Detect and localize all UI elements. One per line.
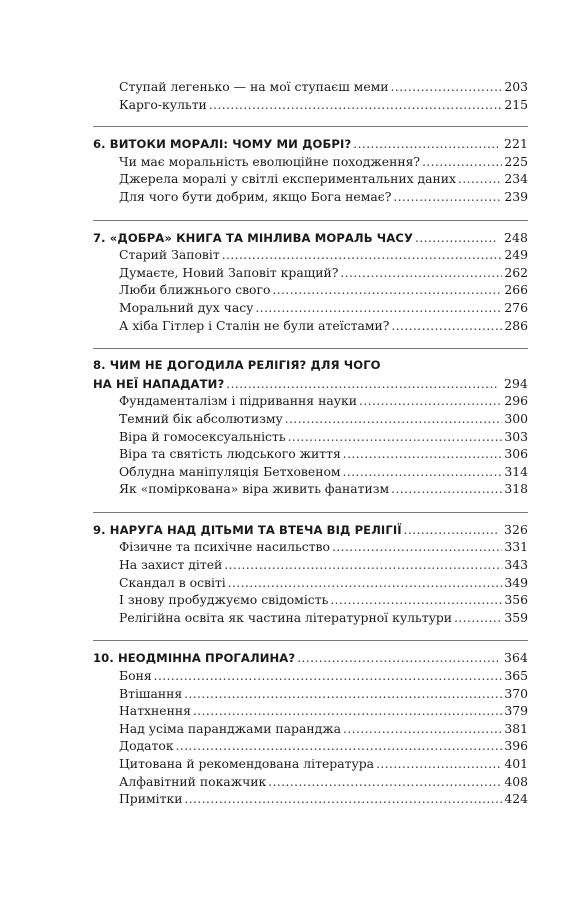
toc-entry-title: Облудна маніпуляція Бетховеном (119, 463, 341, 479)
dot-leader (154, 668, 503, 686)
toc-entry-title: Втішання (119, 685, 183, 701)
toc-entry-title: Як «поміркована» віра живить фанатизм (119, 481, 390, 497)
toc-entry-title: Додаток (119, 738, 174, 754)
dot-leader (391, 318, 502, 336)
toc-entry-page: 331 (504, 539, 528, 555)
dot-leader (458, 171, 502, 189)
chapter-title: 9. НАРУГА НАД ДІТЬМИ ТА ВТЕЧА ВІД РЕЛІГІЇ (93, 522, 402, 537)
dot-leader (255, 300, 502, 318)
toc-entry[interactable] (93, 153, 528, 171)
toc-entry[interactable] (93, 790, 528, 808)
toc-entry-page: 266 (504, 282, 528, 298)
dot-leader (193, 703, 502, 721)
toc-entry-page: 365 (504, 668, 528, 684)
toc-entry[interactable] (93, 428, 528, 446)
toc-entry[interactable] (93, 574, 528, 592)
toc-chapter-10 (93, 641, 528, 807)
toc-entry-title: Алфавітний покажчик (119, 773, 267, 789)
toc-entry-page: 379 (504, 703, 528, 719)
toc-entry[interactable] (93, 773, 528, 791)
toc-entry-title: Фундаменталізм і підривання науки (119, 393, 358, 409)
toc-entry-title: Фізичне та психічне насильство (119, 539, 330, 555)
toc-entry-page: 381 (504, 720, 528, 736)
dot-leader (343, 464, 503, 482)
chapter-heading[interactable] (93, 135, 528, 153)
toc-entry[interactable] (93, 480, 528, 498)
toc-entry-page: 296 (504, 393, 528, 409)
chapter-page: 326 (504, 521, 528, 537)
dot-leader (343, 721, 502, 739)
toc-entry[interactable] (93, 170, 528, 188)
toc-entry-page: 314 (504, 463, 528, 479)
toc-entry-title: А хіба Гітлер і Сталін не були атеїстами? (119, 317, 390, 333)
toc-entry-page: 276 (504, 299, 528, 315)
toc-entry-page: 286 (504, 317, 528, 333)
chapter-title: 10. НЕОДМІННА ПРОГАЛИНА? (93, 651, 296, 666)
dot-leader (224, 557, 502, 575)
table-of-contents (93, 78, 528, 808)
toc-entry[interactable] (93, 538, 528, 556)
chapter-heading-line-1[interactable] (93, 357, 528, 375)
chapter-heading-line-2[interactable] (93, 375, 528, 393)
dot-leader (391, 481, 502, 499)
toc-entry-page: 396 (504, 738, 528, 754)
toc-entry-title: Примітки (119, 791, 183, 807)
toc-entry[interactable] (93, 685, 528, 703)
toc-entry-page: 408 (504, 773, 528, 789)
chapter-page: 364 (504, 650, 528, 666)
toc-entry-page: 239 (504, 188, 528, 204)
toc-entry[interactable] (93, 188, 528, 206)
toc-entry-title: Над усіма паранджами паранджа (119, 720, 342, 736)
dot-leader (226, 376, 498, 394)
dot-leader (222, 247, 503, 265)
toc-entry-page: 203 (504, 79, 528, 94)
toc-entry-page: 225 (504, 153, 528, 169)
dot-leader (393, 189, 502, 207)
toc-entry-page: 300 (504, 410, 528, 426)
dot-leader (415, 230, 498, 248)
toc-entry[interactable] (93, 445, 528, 463)
toc-entry-title: Віра й гомосексуальність (119, 428, 286, 444)
toc-entry[interactable] (93, 737, 528, 755)
toc-entry-page: 249 (504, 247, 528, 263)
toc-entry[interactable] (93, 667, 528, 685)
dot-leader (176, 738, 503, 756)
toc-continuation (93, 78, 528, 126)
dot-leader (343, 446, 503, 464)
toc-entry-title: Моральний дух часу (119, 299, 254, 315)
toc-entry-page: 234 (504, 171, 528, 187)
toc-entry[interactable] (93, 609, 528, 627)
chapter-title: 7. «ДОБРА» КНИГА ТА МІНЛИВА МОРАЛЬ ЧАСУ (93, 230, 413, 245)
toc-entry[interactable] (93, 281, 528, 299)
toc-entry-title: Старий Заповіт (119, 247, 220, 263)
toc-entry-title: Релігійна освіта як частина літературної культури (119, 609, 453, 625)
dot-leader (228, 575, 503, 593)
toc-entry[interactable] (93, 246, 528, 264)
toc-entry-title: Ступай легенько — на мої ступаєш меми (119, 79, 389, 94)
dot-leader (268, 774, 502, 792)
chapter-heading[interactable] (93, 649, 528, 667)
chapter-title: 8. ЧИМ НЕ ДОГОДИЛА РЕЛІГІЯ? ДЛЯ ЧОГО (93, 358, 381, 373)
toc-entry-title: Натхнення (119, 703, 191, 719)
toc-entry-page: 401 (504, 756, 528, 771)
dot-leader (285, 411, 503, 429)
toc-entry-page: 359 (504, 609, 528, 625)
toc-entry-title: Темний бік абсолютизму (119, 410, 283, 426)
dot-leader (454, 610, 502, 628)
toc-entry[interactable] (93, 264, 528, 282)
dot-leader (422, 154, 502, 172)
dot-leader (272, 282, 502, 300)
toc-entry-title: Джерела моралі у світлі експериментальних даних (119, 171, 457, 187)
toc-entry-page: 356 (504, 592, 528, 608)
dot-leader (340, 265, 502, 283)
chapter-heading[interactable] (93, 229, 528, 247)
dot-leader (297, 650, 498, 668)
toc-entry-page: 215 (504, 96, 528, 112)
toc-entry-title: Карго-культи (119, 96, 207, 112)
toc-entry[interactable] (93, 78, 528, 96)
toc-entry[interactable] (93, 317, 528, 335)
chapter-page: 294 (504, 375, 528, 391)
dot-leader (184, 686, 502, 704)
toc-entry-page: 349 (504, 574, 528, 590)
dot-leader (353, 136, 498, 154)
toc-entry-title: Боня (119, 668, 152, 684)
toc-entry[interactable] (93, 410, 528, 428)
toc-entry-page: 370 (504, 685, 528, 701)
toc-chapter-6 (93, 127, 528, 219)
toc-entry-page: 262 (504, 264, 528, 280)
chapter-page: 221 (504, 136, 528, 152)
toc-entry-title: Скандал в освіті (119, 574, 226, 590)
toc-entry-page: 343 (504, 557, 528, 573)
toc-entry[interactable] (93, 463, 528, 481)
toc-chapter-9 (93, 513, 528, 641)
toc-entry-title: Чи має моральність еволюційне походження? (119, 153, 421, 169)
dot-leader (332, 539, 502, 557)
toc-entry[interactable] (93, 96, 528, 114)
toc-entry-title: Для чого бути добрим, якщо Бога немає? (119, 188, 392, 204)
dot-leader (330, 592, 502, 610)
toc-entry[interactable] (93, 299, 528, 317)
dot-leader (391, 79, 503, 97)
chapter-heading[interactable] (93, 521, 528, 539)
dot-leader (376, 756, 502, 774)
toc-entry-page: 303 (504, 428, 528, 444)
toc-entry-title: На захист дітей (119, 557, 223, 573)
toc-entry-title: Цитована й рекомендована література (119, 756, 375, 771)
toc-entry[interactable] (93, 556, 528, 574)
dot-leader (184, 791, 502, 809)
toc-entry-page: 306 (504, 446, 528, 462)
chapter-title-continued: НА НЕЇ НАПАДАТИ? (93, 376, 225, 391)
chapter-page: 248 (504, 229, 528, 245)
chapter-title: 6. ВИТОКИ МОРАЛІ: ЧОМУ МИ ДОБРІ? (93, 137, 352, 152)
dot-leader (288, 429, 503, 447)
toc-entry-page: 318 (504, 481, 528, 497)
toc-chapter-8 (93, 349, 528, 512)
toc-entry-title: І знову пробуджуємо свідомість (119, 592, 329, 608)
toc-entry[interactable] (93, 392, 528, 410)
dot-leader (359, 393, 502, 411)
dot-leader (209, 97, 503, 115)
toc-entry-title: Думаєте, Новий Заповіт кращий? (119, 264, 339, 280)
toc-entry[interactable] (93, 702, 528, 720)
dot-leader (404, 522, 498, 540)
toc-entry-page: 424 (504, 791, 528, 807)
toc-entry-title: Люби ближнього свого (119, 282, 271, 298)
toc-entry-title: Віра та святість людського життя (119, 446, 341, 462)
toc-entry[interactable] (93, 755, 528, 773)
toc-chapter-7 (93, 221, 528, 349)
toc-entry[interactable] (93, 720, 528, 738)
toc-entry[interactable] (93, 591, 528, 609)
